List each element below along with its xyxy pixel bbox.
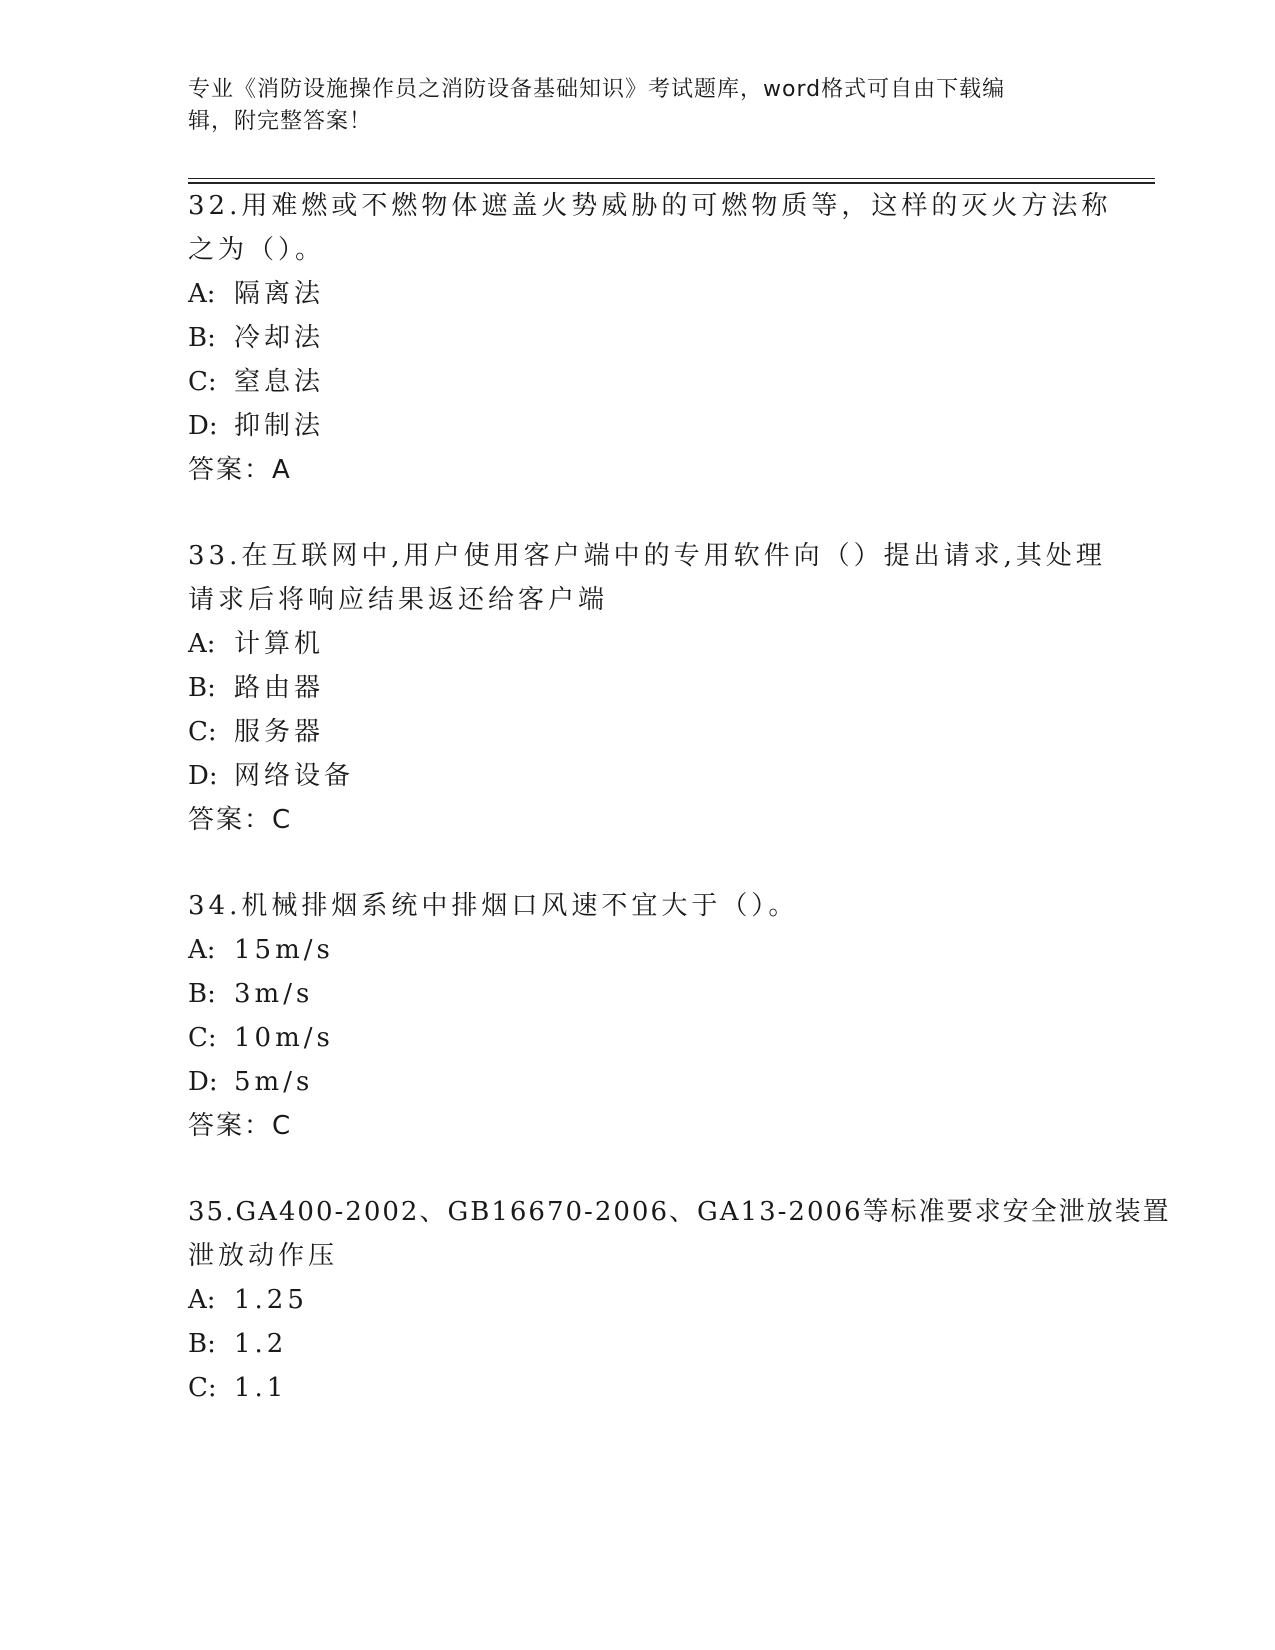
question-stem-line: 32.用难燃或不燃物体遮盖火势威胁的可燃物质等，这样的灭火方法称 <box>188 191 1112 221</box>
option-text: 1.25 <box>234 1285 308 1315</box>
option-label: A: <box>188 629 216 659</box>
header-divider-thin <box>188 178 1155 179</box>
question-stem-line: 请求后将响应结果返还给客户端 <box>188 585 609 615</box>
option-d <box>188 406 324 446</box>
option-text: 冷却法 <box>234 323 325 353</box>
option-label: B: <box>188 979 216 1009</box>
option-c <box>188 1368 287 1408</box>
option-b <box>188 1324 287 1364</box>
option-text: 抑制法 <box>234 411 325 441</box>
option-label: B: <box>188 323 216 353</box>
option-text: 隔离法 <box>234 279 325 309</box>
question-stem-line: 33.在互联网中,用户使用客户端中的专用软件向（）提出请求,其处理 <box>188 541 1106 571</box>
answer: 答案：C <box>188 805 293 835</box>
option-text: 10m/s <box>234 1023 334 1053</box>
option-label: A: <box>188 279 216 309</box>
option-c <box>188 712 324 752</box>
option-d <box>188 756 354 796</box>
option-label: A: <box>188 935 216 965</box>
option-label: D: <box>188 761 218 791</box>
question-stem-line: 泄放动作压 <box>188 1241 339 1271</box>
option-label: C: <box>188 717 217 747</box>
option-a <box>188 274 324 314</box>
option-b <box>188 974 313 1014</box>
question-stem-line: 34.机械排烟系统中排烟口风速不宜大于（）。 <box>188 891 799 921</box>
option-a <box>188 624 324 664</box>
option-label: A: <box>188 1285 216 1315</box>
answer: 答案：A <box>188 455 292 485</box>
option-text: 5m/s <box>234 1067 314 1097</box>
option-label: C: <box>188 1023 217 1053</box>
document-header <box>188 74 1088 138</box>
option-c <box>188 1018 334 1058</box>
header-line-2: 辑，附完整答案！ <box>188 109 373 134</box>
option-text: 窒息法 <box>234 367 325 397</box>
header-line-1: 专业《消防设施操作员之消防设备基础知识》考试题库，word格式可自由下载编 <box>188 77 1006 102</box>
option-c <box>188 362 324 402</box>
answer: 答案：C <box>188 1111 293 1141</box>
option-label: B: <box>188 673 216 703</box>
question-stem-line: 之为（）。 <box>188 235 326 265</box>
header-divider-thick <box>188 182 1155 184</box>
option-text: 服务器 <box>234 717 325 747</box>
option-d <box>188 1062 313 1102</box>
option-label: D: <box>188 1067 218 1097</box>
option-label: D: <box>188 411 218 441</box>
option-b <box>188 318 324 358</box>
option-text: 1.1 <box>234 1373 288 1403</box>
option-text: 3m/s <box>234 979 314 1009</box>
option-b <box>188 668 324 708</box>
option-text: 网络设备 <box>234 761 355 791</box>
question-stem-line: 35.GA400-2002、GB16670-2006、GA13-2006等标准要求安全泄放装置 <box>188 1197 1171 1227</box>
option-text: 1.2 <box>234 1329 288 1359</box>
option-a <box>188 1280 308 1320</box>
option-text: 路由器 <box>234 673 325 703</box>
option-a <box>188 930 334 970</box>
option-label: C: <box>188 367 217 397</box>
option-text: 15m/s <box>234 935 334 965</box>
option-label: C: <box>188 1373 217 1403</box>
option-label: B: <box>188 1329 216 1359</box>
option-text: 计算机 <box>234 629 325 659</box>
